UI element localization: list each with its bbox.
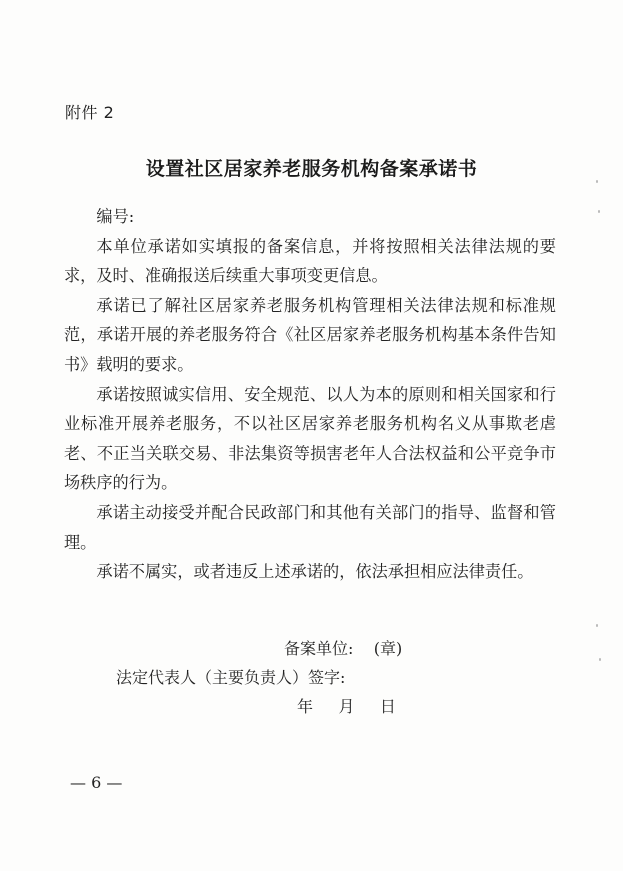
document-body xyxy=(64,202,556,587)
month-label: 月 xyxy=(338,697,355,716)
scan-speck xyxy=(599,658,601,661)
paragraph-2: 承诺已了解社区居家养老服务机构管理相关法律法规和标准规范，承诺开展的养老服务符合《社区居家养老服务机构基本条件告知书》载明的要求。 xyxy=(64,295,556,374)
seal-label: (章) xyxy=(373,639,403,658)
page-number: — 6 — xyxy=(70,773,123,792)
paragraph-4: 承诺主动接受并配合民政部门和其他有关部门的指导、监督和管理。 xyxy=(64,502,556,552)
representative-signature-label: 法定代表人（主要负责人）签字: xyxy=(116,668,346,687)
paragraph-5: 承诺不属实，或者违反上述承诺的，依法承担相应法律责任。 xyxy=(96,562,534,582)
number-label: 编号: xyxy=(96,207,135,226)
scan-speck xyxy=(598,210,600,213)
day-label: 日 xyxy=(379,697,396,716)
year-label: 年 xyxy=(297,697,314,716)
date-line xyxy=(297,694,396,717)
scan-speck xyxy=(596,180,598,183)
paragraph-1: 本单位承诺如实填报的备案信息，并将按照相关法律法规的要求，及时、准确报送后续重大事项变更信息。 xyxy=(64,236,556,286)
filing-unit-label: 备案单位: xyxy=(284,639,354,658)
filing-unit-line xyxy=(284,636,402,659)
paragraph-3: 承诺按照诚实信用、安全规范、以人为本的原则和相关国家和行业标准开展养老服务，不以社区居家养老服务机构名义从事欺老虐老、不正当关联交易、非法集资等损害老年人合法权益和公平竞争市场秩序的行为。 xyxy=(64,384,556,493)
scan-speck xyxy=(596,624,598,627)
attachment-label: 附件 2 xyxy=(65,103,115,122)
document-title: 设置社区居家养老服务机构备案承诺书 xyxy=(145,158,478,180)
